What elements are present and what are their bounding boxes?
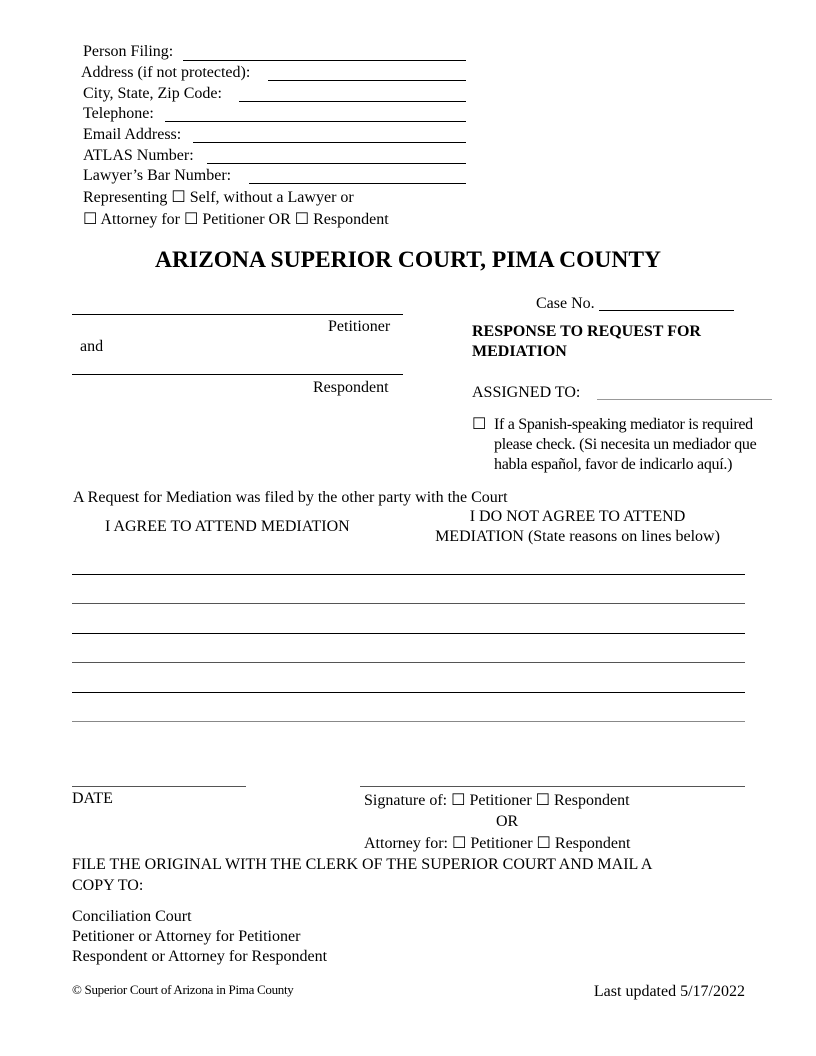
email-input[interactable] xyxy=(193,142,466,143)
case-no-input[interactable] xyxy=(599,310,734,311)
reason-line[interactable] xyxy=(72,633,745,634)
not-agree-line-1[interactable]: I DO NOT AGREE TO ATTEND xyxy=(469,508,686,525)
recipient-conciliation-court: Conciliation Court xyxy=(72,908,192,925)
city-state-zip-input[interactable] xyxy=(239,101,466,102)
respondent-checkbox[interactable]: ☐ xyxy=(294,211,310,228)
case-no-label: Case No. xyxy=(536,295,595,312)
reason-line[interactable] xyxy=(72,603,745,604)
atlas-number-label: ATLAS Number: xyxy=(83,147,194,164)
reason-line[interactable] xyxy=(72,662,745,663)
reason-line[interactable] xyxy=(72,574,745,575)
petitioner-label: Petitioner OR xyxy=(202,211,291,228)
sig-petitioner-checkbox[interactable]: ☐ xyxy=(451,792,466,809)
attorney-for-sig-label: Attorney for: xyxy=(364,835,448,852)
date-label: DATE xyxy=(72,790,113,807)
atlas-number-input[interactable] xyxy=(207,163,466,164)
or-label: OR xyxy=(496,813,519,830)
attorney-for-row xyxy=(364,834,630,854)
att-respondent-checkbox[interactable]: ☐ xyxy=(536,835,551,852)
file-instruction-line-2: COPY TO: xyxy=(72,877,144,894)
signature-of-row xyxy=(364,791,630,811)
representing-label: Representing xyxy=(83,189,168,206)
sig-respondent-checkbox[interactable]: ☐ xyxy=(535,792,550,809)
assigned-to-input[interactable] xyxy=(597,399,772,400)
email-label: Email Address: xyxy=(83,126,182,143)
telephone-input[interactable] xyxy=(165,121,466,122)
not-agree-line-2[interactable]: MEDIATION (State reasons on lines below) xyxy=(435,528,720,545)
recipient-petitioner: Petitioner or Attorney for Petitioner xyxy=(72,928,301,945)
agree-option[interactable]: I AGREE TO ATTEND MEDIATION xyxy=(105,518,350,535)
att-petitioner-label: Petitioner xyxy=(470,835,533,852)
date-input[interactable] xyxy=(72,786,246,787)
spanish-mediator-line-3: habla español, favor de indicarlo aquí.) xyxy=(494,456,733,473)
sig-petitioner-label: Petitioner xyxy=(469,792,532,809)
representing-row-2 xyxy=(83,210,389,230)
bar-number-input[interactable] xyxy=(249,183,466,184)
signature-input[interactable] xyxy=(360,786,745,787)
recipient-respondent: Respondent or Attorney for Respondent xyxy=(72,948,328,965)
att-petitioner-checkbox[interactable]: ☐ xyxy=(451,835,467,852)
file-instruction-line-1: FILE THE ORIGINAL WITH THE CLERK OF THE SUPERIOR COURT AND MAIL A xyxy=(72,856,653,873)
document-title-line-1: RESPONSE TO REQUEST FOR xyxy=(472,323,701,340)
petitioner-name-input[interactable] xyxy=(72,314,403,315)
representing-row-1 xyxy=(83,188,354,208)
attorney-for-label: Attorney for xyxy=(100,211,180,228)
spanish-mediator-checkbox[interactable]: ☐ xyxy=(472,416,487,433)
reason-line[interactable] xyxy=(72,721,745,722)
assigned-to-label: ASSIGNED TO: xyxy=(472,384,581,401)
footer-copyright: © Superior Court of Arizona in Pima County xyxy=(72,982,294,997)
petitioner-caption: Petitioner xyxy=(328,318,391,335)
bar-number-label: Lawyer’s Bar Number: xyxy=(83,167,232,184)
self-label: Self, without a Lawyer or xyxy=(189,189,354,206)
document-title-line-2: MEDIATION xyxy=(472,343,567,360)
telephone-label: Telephone: xyxy=(83,105,154,122)
respondent-label: Respondent xyxy=(313,211,389,228)
city-state-zip-label: City, State, Zip Code: xyxy=(83,85,222,102)
sig-respondent-label: Respondent xyxy=(554,792,630,809)
and-caption: and xyxy=(80,338,104,355)
address-label: Address (if not protected): xyxy=(81,64,251,81)
att-respondent-label: Respondent xyxy=(554,835,631,852)
respondent-name-input[interactable] xyxy=(72,374,403,375)
petitioner-checkbox[interactable]: ☐ xyxy=(184,211,199,228)
footer-last-updated: Last updated 5/17/2022 xyxy=(593,983,745,1000)
attorney-checkbox[interactable]: ☐ xyxy=(83,211,98,228)
spanish-mediator-line-2: please check. (Si necesita un mediador que xyxy=(494,436,757,453)
signature-of-label: Signature of: xyxy=(364,792,448,809)
request-text: A Request for Mediation was filed by the other party with the Court xyxy=(73,489,508,506)
court-title: ARIZONA SUPERIOR COURT, PIMA COUNTY xyxy=(155,247,661,273)
spanish-mediator-line-1: If a Spanish-speaking mediator is required xyxy=(494,416,753,433)
reason-line[interactable] xyxy=(72,692,745,693)
self-checkbox[interactable]: ☐ xyxy=(171,189,186,206)
respondent-caption: Respondent xyxy=(313,379,389,396)
person-filing-input[interactable] xyxy=(183,60,466,61)
address-input[interactable] xyxy=(268,80,466,81)
person-filing-label: Person Filing: xyxy=(83,43,174,60)
